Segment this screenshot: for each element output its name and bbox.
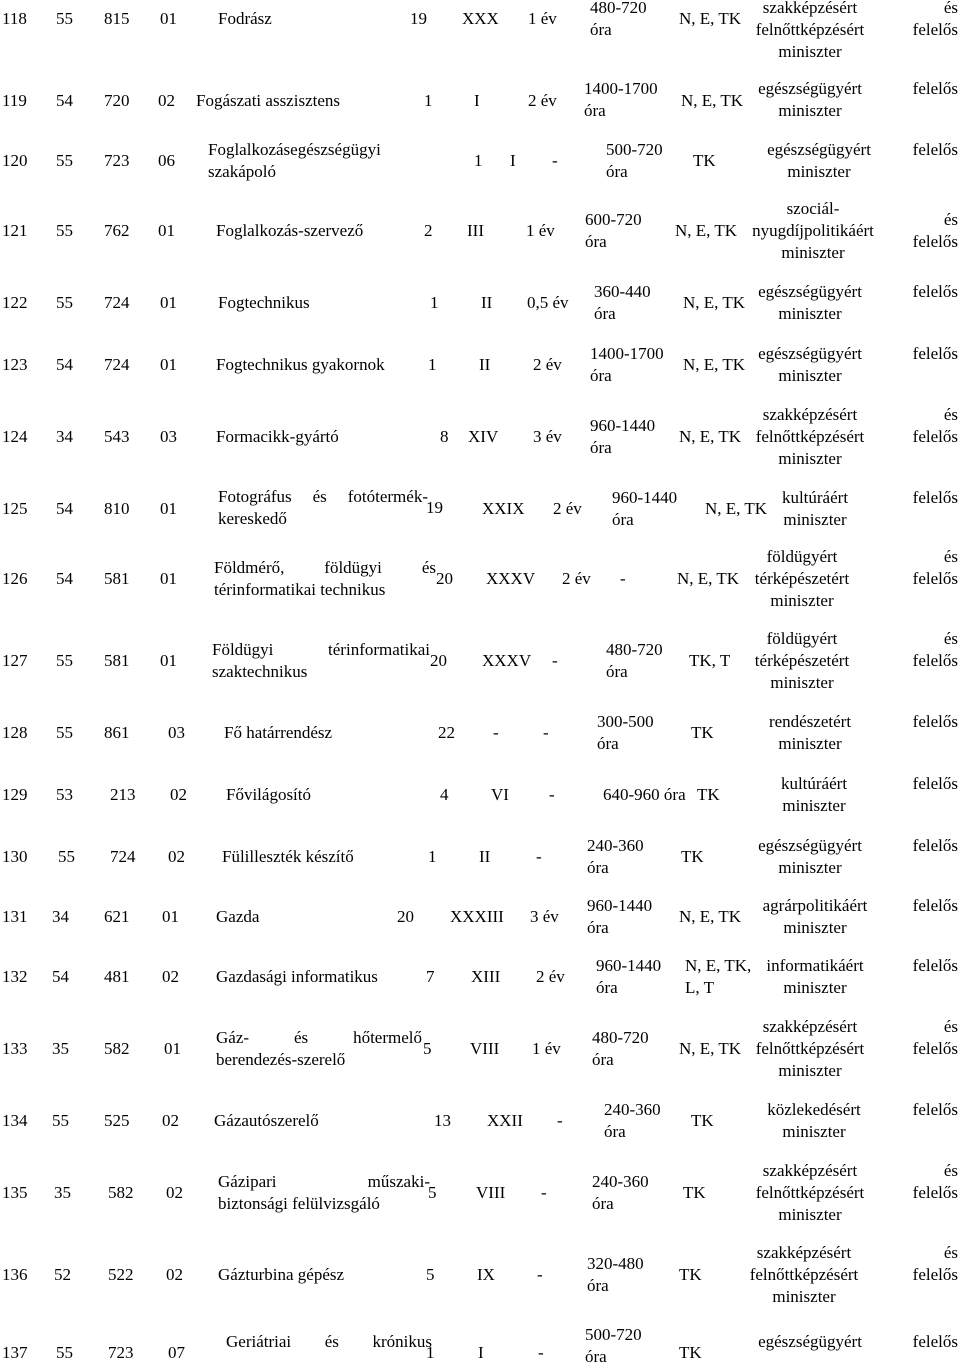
responsible-minister: informatikáért miniszter [766, 956, 864, 997]
hours: 240-360 [592, 1172, 649, 1191]
training-form: TK [681, 847, 704, 866]
duration: - [552, 651, 558, 670]
code-part-1: 55 [56, 221, 73, 240]
training-form: TK, T [689, 651, 731, 670]
responsible-minister: egészségügyért miniszter [767, 140, 871, 181]
code-part-3: 03 [168, 723, 185, 742]
row-number: 118 [2, 9, 27, 28]
level: 20 [436, 569, 453, 588]
hours: 960-1440 [590, 416, 656, 435]
level: 8 [440, 427, 449, 446]
row-number: 128 [2, 723, 28, 742]
duration: 2 év [533, 355, 562, 374]
responsibility-label: felelős [912, 1100, 958, 1119]
qualification-name: Földügyi térinformatikai [212, 640, 430, 659]
responsibility-label: felelős [912, 140, 958, 159]
qualification-name: Geriátriai és krónikus [226, 1332, 432, 1351]
class: XIV [468, 427, 499, 446]
row-number: 132 [2, 967, 28, 986]
hours-unit: óra [585, 232, 607, 251]
class: II [479, 355, 491, 374]
table-row [0, 1098, 960, 1148]
code-part-3: 01 [158, 221, 175, 240]
code-part-1: 54 [56, 355, 73, 374]
hours-unit: óra [606, 162, 628, 181]
hours: 300-500 [597, 712, 654, 731]
hours: 640-960 óra [603, 785, 686, 804]
training-form: N, E, TK [681, 91, 744, 110]
duration: 1 év [528, 9, 557, 28]
class: II [479, 847, 491, 866]
hours-unit: óra [612, 510, 634, 529]
qualification-name-cont: szaktechnikus [212, 662, 308, 681]
training-form: N, E, TK [679, 1039, 742, 1058]
hours: 960-1440 [587, 896, 653, 915]
training-form: N, E, TK [679, 427, 742, 446]
class: II [481, 293, 493, 312]
code-part-2: 481 [104, 967, 130, 986]
row-number: 122 [2, 293, 28, 312]
table-row [0, 404, 960, 474]
table-row [0, 0, 960, 62]
qualification-name: Földmérő, földügyi és [214, 558, 436, 577]
training-form: N, E, TK [677, 569, 740, 588]
responsibility-label: felelős [912, 836, 958, 855]
table-row [0, 628, 960, 698]
table-row [0, 834, 960, 884]
responsible-minister: szakképzésért felnőttképzésért miniszter [755, 1161, 865, 1224]
code-part-3: 07 [168, 1343, 185, 1362]
qualification-name: Gázipari műszaki- [218, 1172, 430, 1191]
code-part-1: 35 [54, 1183, 71, 1202]
class: I [510, 151, 516, 170]
table-row [0, 486, 960, 536]
training-form: N, E, TK [683, 293, 746, 312]
hours: 240-360 [587, 836, 644, 855]
table-row [0, 954, 960, 1004]
class: VIII [470, 1039, 500, 1058]
training-form: TK [691, 723, 714, 742]
code-part-1: 53 [56, 785, 73, 804]
level: 1 [426, 1343, 435, 1362]
class: IX [477, 1265, 495, 1284]
hours: 1400-1700 [584, 79, 658, 98]
code-part-3: 01 [160, 9, 177, 28]
hours-unit: óra [592, 1050, 614, 1069]
class: I [478, 1343, 484, 1362]
training-form: TK [691, 1111, 714, 1130]
hours-unit: óra [584, 101, 606, 120]
qualification-name: Fülilleszték készítő [222, 847, 354, 866]
hours-unit: óra [590, 438, 612, 457]
level: 1 [424, 91, 433, 110]
responsibility-label: felelős [912, 488, 958, 507]
responsibility-label: felelős [912, 896, 958, 915]
code-part-1: 55 [56, 293, 73, 312]
qualification-name-cont: kereskedő [218, 509, 287, 528]
duration: 0,5 év [527, 293, 569, 312]
responsibility-label: és felelős [912, 1243, 958, 1284]
level: 5 [428, 1183, 437, 1202]
code-part-3: 02 [166, 1265, 183, 1284]
row-number: 131 [2, 907, 28, 926]
responsible-minister: földügyért térképészetért miniszter [754, 547, 850, 610]
row-number: 120 [2, 151, 28, 170]
hours-unit: óra [587, 858, 609, 877]
training-form: TK [697, 785, 720, 804]
code-part-1: 55 [56, 9, 73, 28]
code-part-3: 03 [160, 427, 177, 446]
hours: 360-440 [594, 282, 651, 301]
qualification-name: Fotográfus és fotótermék- [218, 487, 428, 506]
code-part-1: 54 [52, 967, 69, 986]
duration: - [536, 847, 542, 866]
level: 19 [426, 498, 443, 517]
row-number: 134 [2, 1111, 28, 1130]
row-number: 130 [2, 847, 28, 866]
code-part-3: 02 [162, 967, 179, 986]
class: VI [491, 785, 509, 804]
code-part-1: 55 [56, 1343, 73, 1362]
class: XXIX [482, 499, 525, 518]
responsible-minister: egészségügyért miniszter [758, 282, 862, 323]
responsible-minister: rendészetért miniszter [768, 712, 852, 753]
training-form: N, E, TK [705, 499, 768, 518]
qualification-name: Fogászati asszisztens [196, 91, 340, 110]
responsible-minister: szakképzésért felnőttképzésért miniszter [755, 0, 865, 61]
table-row [0, 894, 960, 944]
row-number: 127 [2, 651, 28, 670]
hours: 480-720 [606, 640, 663, 659]
training-form-cont: L, T [685, 978, 714, 997]
code-part-1: 54 [56, 91, 73, 110]
code-part-3: 02 [170, 785, 187, 804]
responsible-minister: szakképzésért felnőttképzésért miniszter [749, 1243, 859, 1306]
hours-unit: óra [596, 978, 618, 997]
duration: 1 év [526, 221, 555, 240]
class: XXXV [482, 651, 532, 670]
code-part-3: 01 [164, 1039, 181, 1058]
class: VIII [476, 1183, 506, 1202]
table-row [0, 772, 960, 822]
qualification-name: Fővilágosító [226, 785, 312, 804]
row-number: 121 [2, 221, 28, 240]
duration: - [557, 1111, 563, 1130]
class: XXX [462, 9, 499, 28]
responsible-minister: földügyért térképészetért miniszter [754, 629, 850, 692]
table-row [0, 1324, 960, 1365]
code-part-1: 34 [56, 427, 73, 446]
code-part-1: 34 [52, 907, 69, 926]
qualification-name: Fő határrendész [224, 723, 333, 742]
code-part-3: 02 [158, 91, 175, 110]
duration: - [537, 1265, 543, 1284]
hours: 320-480 [587, 1254, 644, 1273]
responsible-minister: szakképzésért felnőttképzésért miniszter [755, 1017, 865, 1080]
table-row [0, 138, 960, 188]
code-part-3: 06 [158, 151, 175, 170]
code-part-1: 54 [56, 499, 73, 518]
responsible-minister: szakképzésért felnőttképzésért miniszter [755, 405, 865, 468]
duration: 2 év [553, 499, 582, 518]
code-part-2: 525 [104, 1111, 130, 1130]
level: 1 [428, 847, 437, 866]
row-number: 135 [2, 1183, 28, 1202]
duration: - [541, 1183, 547, 1202]
training-form: TK [693, 151, 716, 170]
code-part-1: 55 [56, 151, 73, 170]
training-form: N, E, TK [679, 9, 742, 28]
level: 4 [440, 785, 449, 804]
code-part-2: 621 [104, 907, 130, 926]
code-part-2: 213 [110, 785, 136, 804]
code-part-1: 55 [56, 723, 73, 742]
hours-unit: óra [604, 1122, 626, 1141]
code-part-3: 01 [160, 293, 177, 312]
code-part-3: 02 [162, 1111, 179, 1130]
row-number: 126 [2, 569, 28, 588]
responsibility-label: és felelős [912, 1017, 958, 1058]
responsibility-label: felelős [912, 774, 958, 793]
responsible-minister: egészségügyért miniszter [758, 344, 862, 385]
code-part-2: 522 [108, 1265, 134, 1284]
responsible-minister: agrárpolitikáért miniszter [762, 896, 868, 937]
table-row [0, 710, 960, 760]
hours-unit: óra [587, 918, 609, 937]
hours: 480-720 [590, 0, 647, 17]
training-form: TK [679, 1265, 702, 1284]
table-row [0, 546, 960, 616]
qualification-name-cont: berendezés-szerelő [216, 1050, 346, 1069]
level: 7 [426, 967, 435, 986]
code-part-2: 720 [104, 91, 130, 110]
qualification-name-cont: térinformatikai technikus [214, 580, 386, 599]
duration: - [543, 723, 549, 742]
hours-unit: óra [590, 20, 612, 39]
responsible-minister: kultúráért miniszter [780, 774, 848, 815]
table-row [0, 1016, 960, 1086]
code-part-1: 55 [56, 651, 73, 670]
code-part-2: 543 [104, 427, 130, 446]
duration: 1 év [532, 1039, 561, 1058]
code-part-1: 55 [58, 847, 75, 866]
level: 2 [424, 221, 433, 240]
code-part-2: 724 [110, 847, 136, 866]
hours-unit: óra [585, 1347, 607, 1365]
code-part-3: 01 [160, 355, 177, 374]
training-form: TK [679, 1343, 702, 1362]
code-part-1: 54 [56, 569, 73, 588]
training-form: TK [683, 1183, 706, 1202]
hours-unit: óra [597, 734, 619, 753]
table-row [0, 78, 960, 128]
code-part-2: 723 [104, 151, 130, 170]
responsible-minister: egészségügyért miniszter [758, 836, 862, 877]
responsible-minister: egészségügyért [758, 1332, 862, 1351]
level: 20 [397, 907, 414, 926]
qualification-name: Gazda [216, 907, 260, 926]
class: XXII [487, 1111, 523, 1130]
hours-unit: óra [590, 366, 612, 385]
table-row [0, 196, 960, 266]
row-number: 119 [2, 91, 27, 110]
hours-unit: óra [587, 1276, 609, 1295]
level: 22 [438, 723, 455, 742]
responsibility-label: felelős [912, 282, 958, 301]
duration: 3 év [530, 907, 559, 926]
level: 1 [430, 293, 439, 312]
code-part-1: 55 [52, 1111, 69, 1130]
row-number: 137 [2, 1343, 28, 1362]
responsibility-label: és felelős [912, 0, 958, 39]
qualification-name: Fodrász [218, 9, 272, 28]
class: XXXV [486, 569, 536, 588]
code-part-2: 581 [104, 569, 130, 588]
code-part-3: 02 [168, 847, 185, 866]
qualification-name: Gazdasági informatikus [216, 967, 378, 986]
class: I [474, 91, 480, 110]
duration: - [549, 785, 555, 804]
qualification-name-cont: biztonsági felülvizsgáló [218, 1194, 380, 1213]
code-part-2: 723 [108, 1343, 134, 1362]
code-part-2: 581 [104, 651, 130, 670]
hours: 500-720 [606, 140, 663, 159]
responsible-minister: szociál- nyugdíjpolitikáért miniszter [752, 199, 874, 262]
code-part-3: 01 [160, 499, 177, 518]
training-form: N, E, TK [683, 355, 746, 374]
hours: 240-360 [604, 1100, 661, 1119]
qualification-name: Gázautószerelő [214, 1111, 319, 1130]
hours: 1400-1700 [590, 344, 664, 363]
class: - [493, 723, 499, 742]
hours-unit: óra [592, 1194, 614, 1213]
duration: - [552, 151, 558, 170]
code-part-2: 861 [104, 723, 130, 742]
responsible-minister: közlekedésért miniszter [767, 1100, 861, 1141]
row-number: 129 [2, 785, 28, 804]
code-part-3: 01 [160, 569, 177, 588]
level: 13 [434, 1111, 451, 1130]
qualification-name: Fogtechnikus gyakornok [216, 355, 385, 374]
code-part-1: 35 [52, 1039, 69, 1058]
level: 5 [426, 1265, 435, 1284]
responsibility-label: felelős [912, 956, 958, 975]
hours: 500-720 [585, 1325, 642, 1344]
class: XXXIII [450, 907, 504, 926]
code-part-2: 724 [104, 355, 130, 374]
hours: 480-720 [592, 1028, 649, 1047]
responsible-minister: kultúráért miniszter [781, 488, 849, 529]
responsibility-label: felelős [912, 79, 958, 98]
class: XIII [471, 967, 501, 986]
hours: 600-720 [585, 210, 642, 229]
hours: 960-1440 [612, 488, 678, 507]
hours-unit: óra [594, 304, 616, 323]
code-part-1: 52 [54, 1265, 71, 1284]
level: 20 [430, 651, 447, 670]
code-part-2: 762 [104, 221, 130, 240]
responsibility-label: és felelős [912, 547, 958, 588]
responsibility-label: felelős [912, 712, 958, 731]
level: 1 [428, 355, 437, 374]
table-row [0, 1160, 960, 1230]
hours: - [620, 569, 626, 588]
row-number: 123 [2, 355, 28, 374]
hours: 960-1440 [596, 956, 662, 975]
duration: 3 év [533, 427, 562, 446]
qualification-name: Foglalkozás-szervező [216, 221, 364, 240]
code-part-3: 02 [166, 1183, 183, 1202]
responsibility-label: és felelős [912, 210, 958, 251]
level: 5 [423, 1039, 432, 1058]
duration: - [538, 1343, 544, 1362]
training-form: N, E, TK [679, 907, 742, 926]
level: 1 [474, 151, 483, 170]
qualification-name: Gáz- és hőtermelő [216, 1028, 422, 1047]
responsibility-label: és felelős [912, 629, 958, 670]
qualification-name: Fogtechnikus [218, 293, 310, 312]
code-part-2: 582 [108, 1183, 134, 1202]
row-number: 124 [2, 427, 28, 446]
qualification-name: Foglalkozásegészségügyi szakápoló [208, 140, 381, 181]
responsibility-label: felelős [912, 1332, 958, 1351]
table-row [0, 1242, 960, 1312]
responsibility-label: felelős [912, 344, 958, 363]
qualification-name: Formacikk-gyártó [216, 427, 339, 446]
class: III [467, 221, 484, 240]
row-number: 133 [2, 1039, 28, 1058]
row-number: 136 [2, 1265, 28, 1284]
code-part-2: 815 [104, 9, 130, 28]
level: 19 [410, 9, 427, 28]
table-row [0, 280, 960, 330]
responsibility-label: és felelős [912, 1161, 958, 1202]
table-row [0, 342, 960, 392]
hours-unit: óra [606, 662, 628, 681]
code-part-3: 01 [160, 651, 177, 670]
row-number: 125 [2, 499, 28, 518]
duration: 2 év [528, 91, 557, 110]
responsible-minister: egészségügyért miniszter [758, 79, 862, 120]
duration: 2 év [562, 569, 591, 588]
duration: 2 év [536, 967, 565, 986]
training-form: N, E, TK, [685, 956, 752, 975]
responsibility-label: és felelős [912, 405, 958, 446]
code-part-2: 810 [104, 499, 130, 518]
training-form: N, E, TK [675, 221, 738, 240]
code-part-3: 01 [162, 907, 179, 926]
code-part-2: 724 [104, 293, 130, 312]
code-part-2: 582 [104, 1039, 130, 1058]
qualification-name: Gázturbina gépész [218, 1265, 345, 1284]
